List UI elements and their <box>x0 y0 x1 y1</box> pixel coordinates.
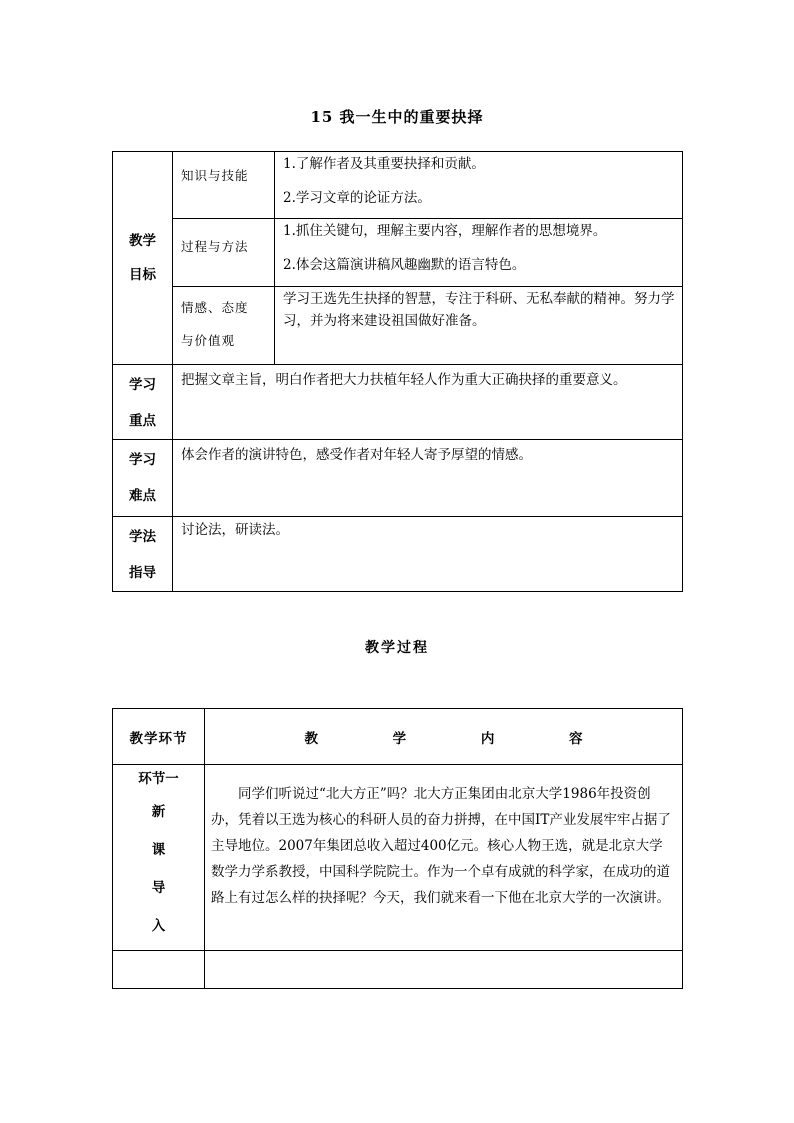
header-char: 内 <box>480 730 495 747</box>
key-points-label <box>113 365 173 440</box>
difficulties-label-line1: 学习 <box>129 452 156 468</box>
process-methods-label: 过程与方法 <box>173 219 275 287</box>
key-points-label-line2: 重点 <box>129 413 156 429</box>
objectives-label <box>113 152 173 365</box>
stage-char: 入 <box>151 918 166 934</box>
difficulties-label-line2: 难点 <box>129 488 156 504</box>
header-char: 学 <box>392 730 407 747</box>
stage-char: 新 <box>151 804 166 820</box>
header-char: 教 <box>304 730 318 747</box>
methods-label <box>113 517 173 592</box>
objective-item: 1.了解作者及其重要抉择和贡献。 <box>283 156 485 172</box>
objectives-label-line2: 目标 <box>129 267 156 283</box>
key-points-content: 把握文章主旨，明白作者把大力扶植年轻人作为重大正确抉择的重要意义。 <box>173 365 683 440</box>
difficulties-content: 体会作者的演讲特色，感受作者对年轻人寄予厚望的情感。 <box>173 440 683 517</box>
content-column-header <box>205 709 683 765</box>
methods-label-line2: 指导 <box>129 565 156 581</box>
stage-one-label <box>113 765 205 951</box>
stage-char: 导 <box>151 880 166 896</box>
stage-column-header: 教学环节 <box>113 709 205 765</box>
objectives-label-line1: 教学 <box>129 233 156 249</box>
objective-item: 1.抓住关键句，理解主要内容，理解作者的思想境界。 <box>283 223 607 239</box>
attitude-values-label <box>173 287 275 365</box>
objective-item: 2.体会这篇演讲稿风趣幽默的语言特色。 <box>283 257 526 273</box>
process-title: 教学过程 <box>365 640 429 656</box>
objective-item: 2.学习文章的论证方法。 <box>283 190 431 206</box>
methods-label-line1: 学法 <box>129 529 156 545</box>
attitude-label-line1: 情感、态度 <box>181 300 249 315</box>
empty-content-cell <box>205 951 683 989</box>
difficulties-label <box>113 440 173 517</box>
stage-name: 环节一 <box>138 771 179 787</box>
stage-char: 课 <box>151 842 166 858</box>
process-methods-content <box>275 219 683 287</box>
stage-one-content: 同学们听说过“北大方正”吗？北大方正集团由北京大学1986年投资创办，凭着以王选为核心的科研人员的奋力拼搏，在中国IT产业发展牢牢占据了主导地位。2007年集团总收入超过400亿元。核心人物王选，就是北京大学数学力学系教授，中国科学院院士。作为一个卓有成就的科学家，在成功的道路上有过怎么样的抉择呢？今天，我们就来看一下他在北京大学的一次演讲。 <box>205 765 683 951</box>
knowledge-skills-content <box>275 152 683 219</box>
attitude-label-line2: 与价值观 <box>181 333 236 348</box>
attitude-values-content: 学习王选先生抉择的智慧，专注于科研、无私奉献的精神。努力学习，并为将来建设祖国做好准备。 <box>275 287 683 365</box>
page-title: 15 我一生中的重要抉择 <box>310 108 484 126</box>
objectives-table <box>112 151 683 592</box>
header-char: 容 <box>569 730 583 747</box>
methods-content: 讨论法，研读法。 <box>173 517 683 592</box>
key-points-label-line1: 学习 <box>129 377 156 393</box>
process-table <box>112 708 683 989</box>
empty-stage-cell <box>113 951 205 989</box>
knowledge-skills-label: 知识与技能 <box>173 152 275 219</box>
